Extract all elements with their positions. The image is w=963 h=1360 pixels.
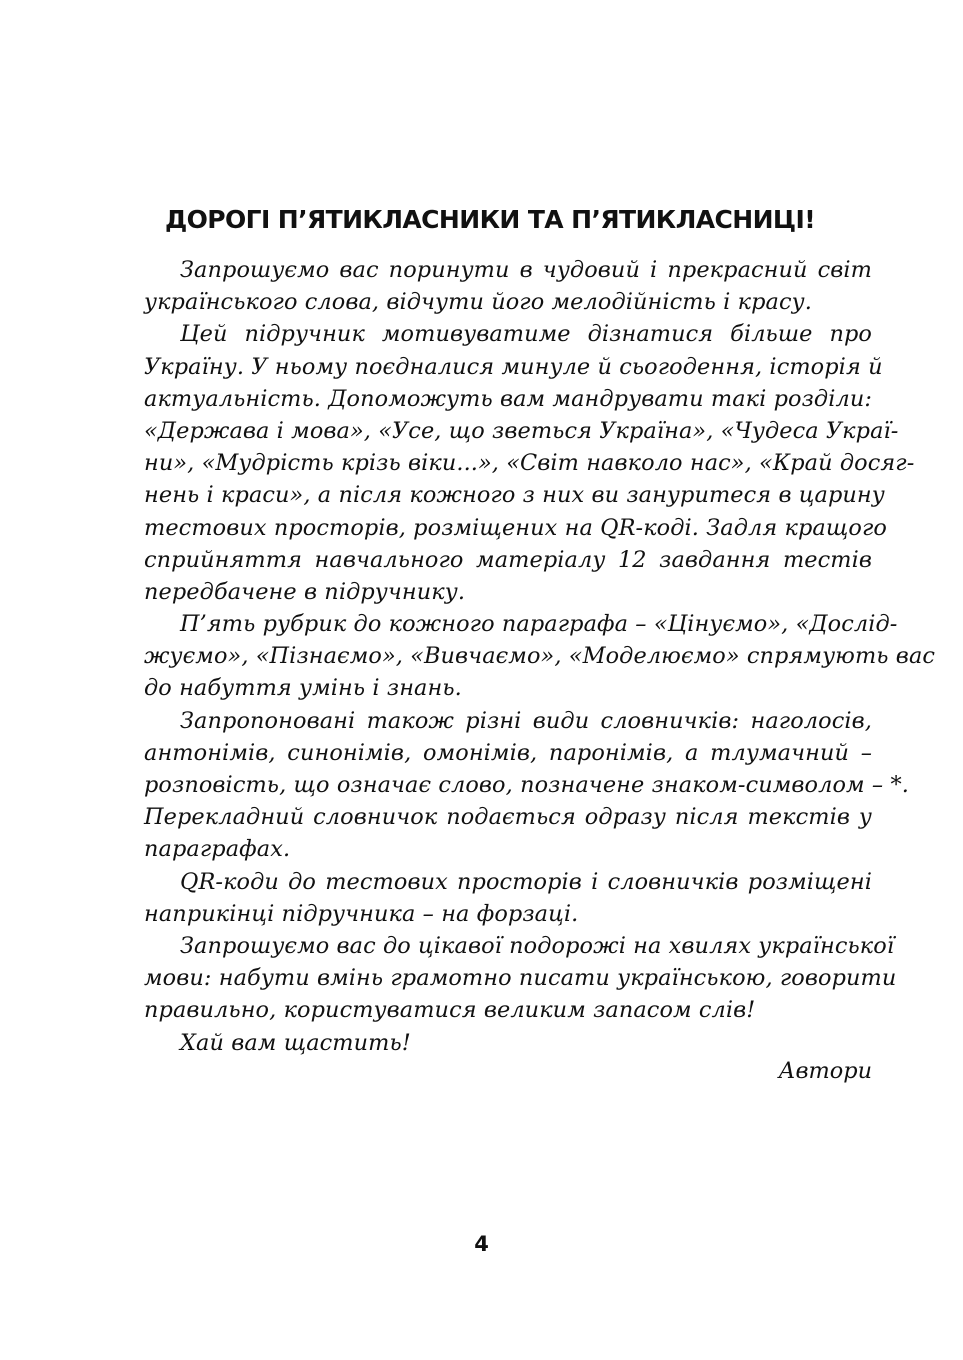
paragraph-textbook — [108, 318, 915, 608]
text-line: антонімів, синонімів, омонімів, паронімів, а тлумачний – — [144, 739, 872, 766]
text-line: ни», «Мудрість крізь віки...», «Світ навколо нас», «Край досяг- — [144, 450, 915, 477]
paragraph-rubrics — [108, 608, 936, 705]
text-line: тестових просторів, розміщених на QR-коді. Задля кращого — [144, 514, 887, 541]
text-line: сприйняття навчального матеріалу 12 завдання тестів — [144, 546, 872, 573]
text-line: Запропоновані також різні види словничків: наголосів, — [180, 707, 872, 734]
paragraph-good-luck — [108, 1027, 872, 1059]
page-number: 4 — [474, 1232, 489, 1256]
text-line: актуальність. Допоможуть вам мандрувати такі розділи: — [144, 385, 872, 412]
text-line: Запрошуємо вас поринути в чудовий і прекрасний світ — [180, 257, 872, 283]
text-line: QR-коди до тестових просторів і словничків розміщені — [180, 868, 872, 895]
text-line: наприкінці підручника – на форзаці. — [144, 900, 579, 927]
paragraph-qr-codes — [108, 866, 872, 930]
text-line: нень і краси», а після кожного з них ви зануритеся в царину — [144, 482, 885, 509]
text-line: Хай вам щастить! — [180, 1029, 411, 1056]
page-title: ДОРОГІ П’ЯТИКЛАСНИКИ ТА П’ЯТИКЛАСНИЦІ! — [164, 205, 816, 234]
text-line: до набуття умінь і знань. — [144, 675, 462, 702]
text-line: П’ять рубрик до кожного параграфа – «Цінуємо», «Дослід- — [180, 611, 898, 638]
text-line: жуємо», «Пізнаємо», «Вивчаємо», «Моделюємо» спрямують вас — [144, 643, 936, 670]
text-line: Запрошуємо вас до цікавої подорожі на хвилях української — [180, 932, 895, 959]
text-line: українського слова, відчути його мелодійність і красу. — [144, 289, 812, 316]
text-line: правильно, користуватися великим запасом слів! — [144, 997, 756, 1024]
text-line: передбачене в підручнику. — [144, 578, 466, 605]
paragraph-journey — [108, 930, 897, 1027]
text-line: Цей підручник мотивуватиме дізнатися більше про — [180, 321, 872, 348]
text-line: Перекладний словничок подається одразу після текстів у — [144, 804, 872, 831]
paragraph-dictionaries — [108, 705, 909, 866]
text-line: «Держава і мова», «Усе, що зветься Україна», «Чудеса Украї- — [144, 417, 899, 444]
body-text — [108, 254, 936, 1059]
text-line: мови: набути вмінь грамотно писати українською, говорити — [144, 965, 897, 992]
text-line: параграфах. — [144, 836, 291, 863]
signature: Автори — [778, 1058, 872, 1084]
text-line: розповість, що означає слово, позначене знаком-символом – *. — [144, 772, 909, 798]
text-line: Україну. У ньому поєдналися минуле й сьогодення, історія й — [144, 353, 883, 380]
paragraph-invitation — [108, 254, 872, 318]
